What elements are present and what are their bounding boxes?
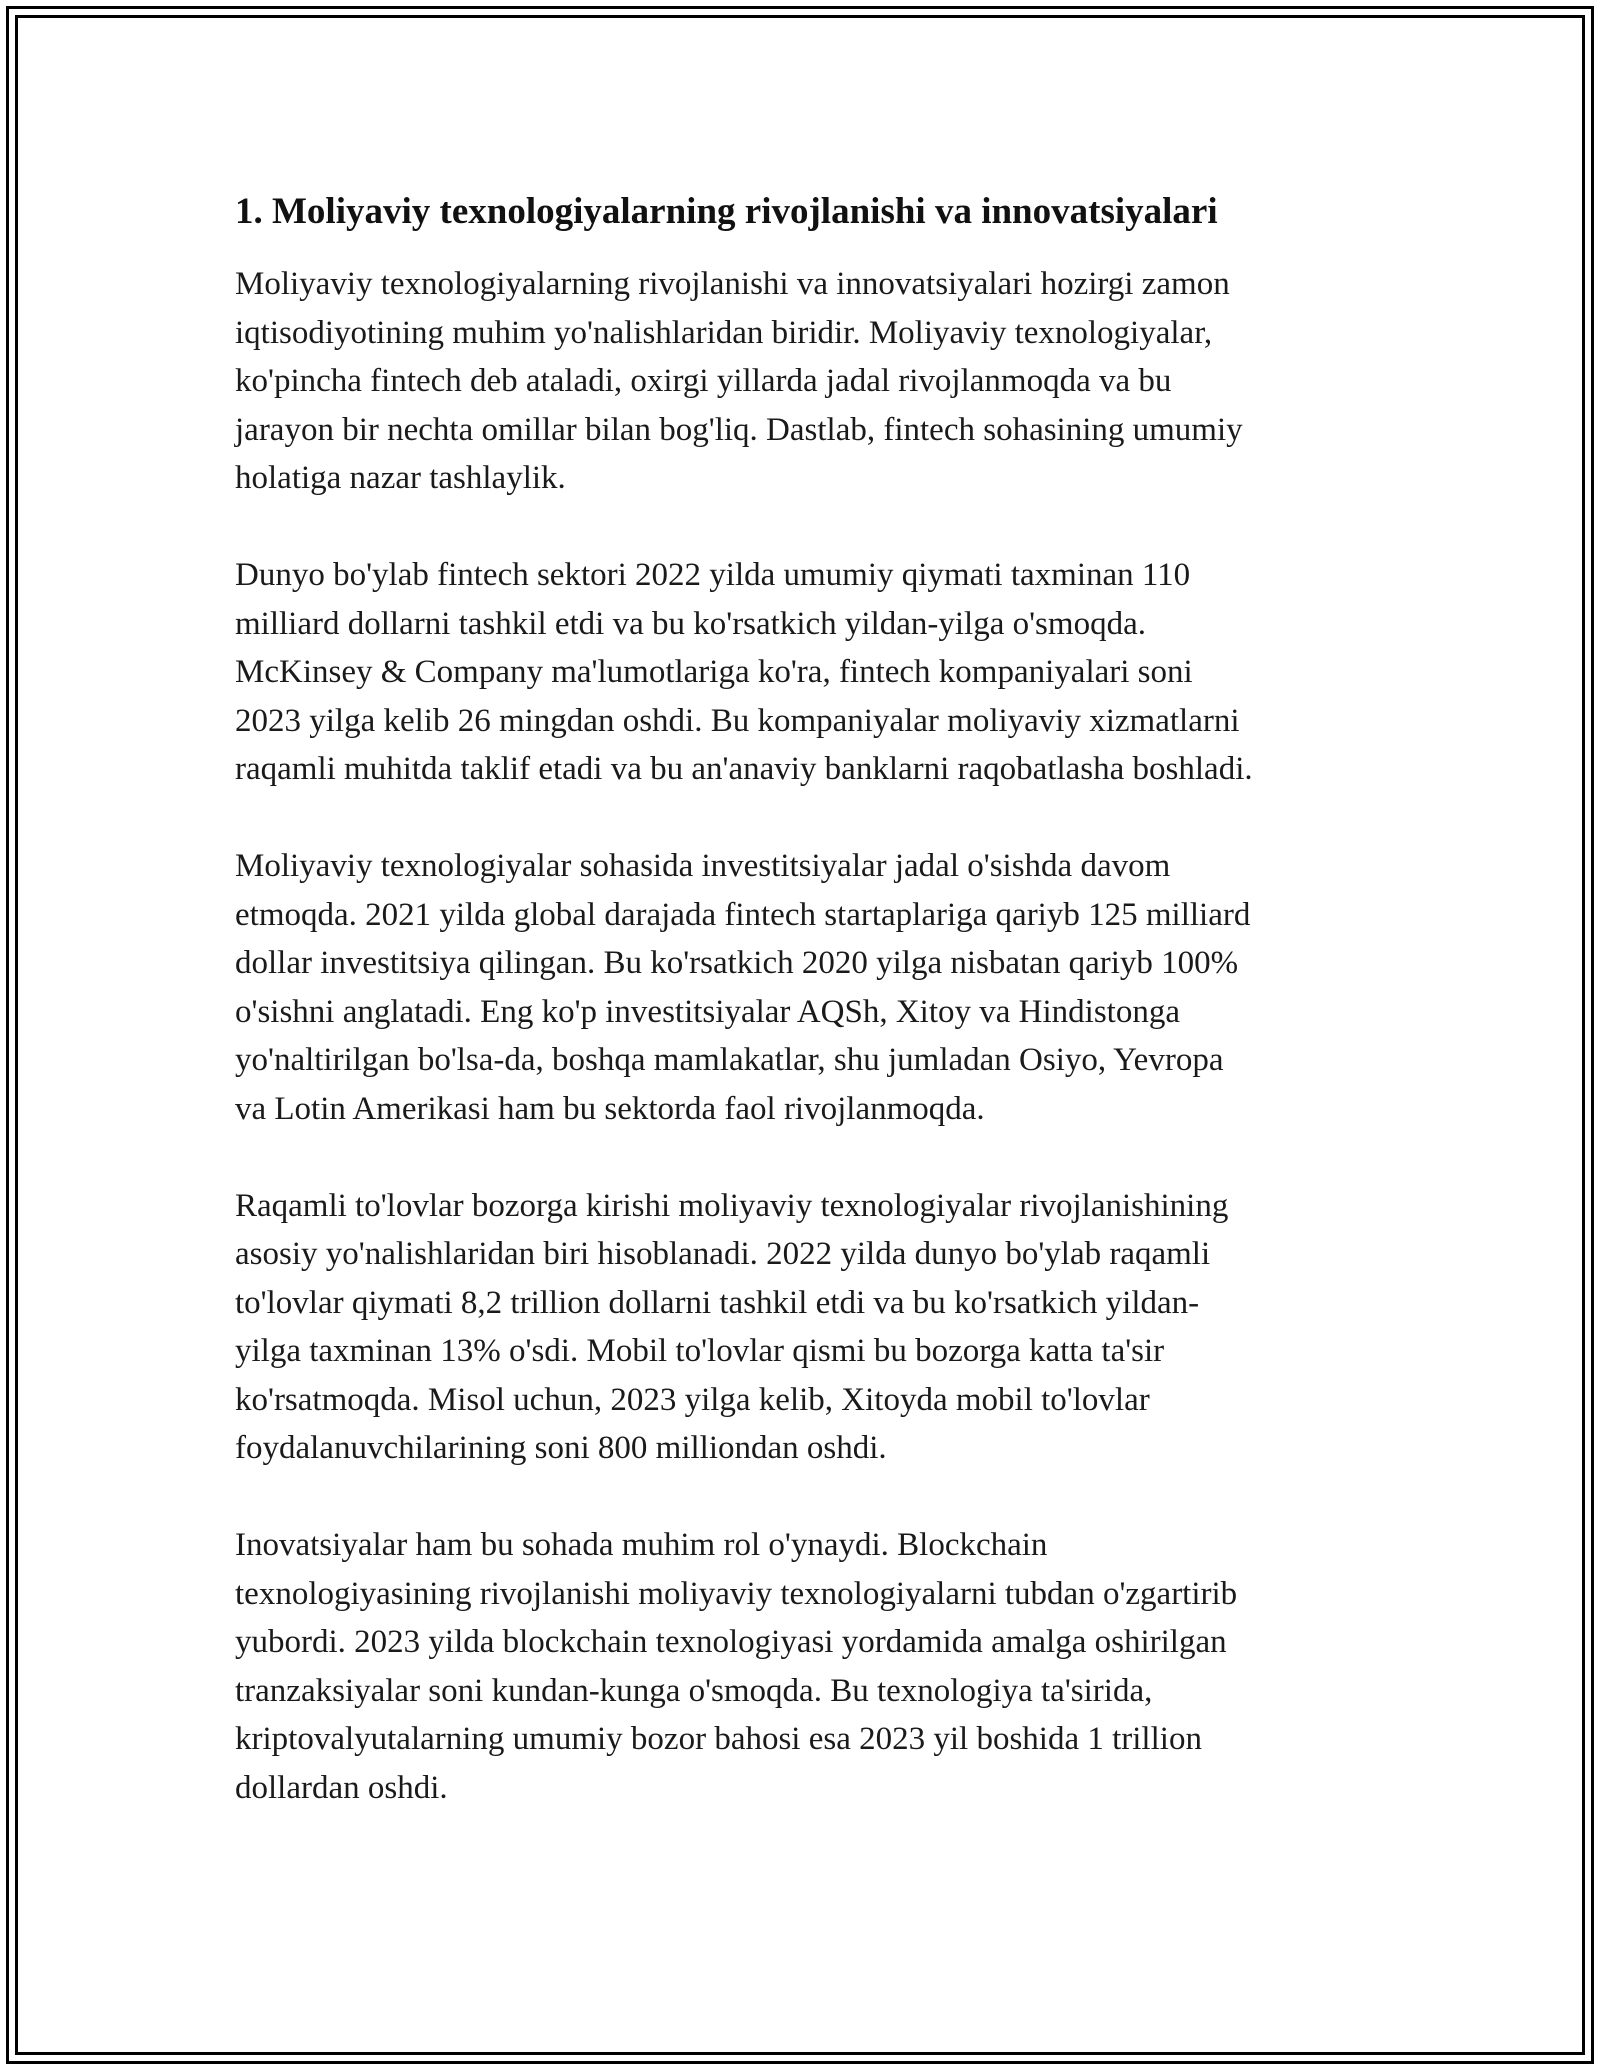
text-line: raqamli muhitda taklif etadi va bu an'anaviy banklarni raqobatlasha boshladi. [235, 751, 1253, 788]
text-line: Dunyo bo'ylab fintech sektori 2022 yilda umumiy qiymati taxminan 110 [235, 556, 1191, 593]
text-line: yilga taxminan 13% o'sdi. Mobil to'lovlar qismi bu bozorga katta ta'sir [235, 1333, 1165, 1370]
text-line: Moliyaviy texnologiyalar sohasida investitsiyalar jadal o'sishda davom [235, 847, 1171, 884]
text-line: milliard dollarni tashkil etdi va bu ko'rsatkich yildan-yilga o'smoqda. [235, 605, 1146, 642]
text-line: asosiy yo'nalishlaridan biri hisoblanadi. 2022 yilda dunyo bo'ylab raqamli [235, 1236, 1211, 1273]
text-line: Raqamli to'lovlar bozorga kirishi moliyaviy texnologiyalar rivojlanishining [235, 1187, 1229, 1224]
text-line: Moliyaviy texnologiyalarning rivojlanishi va innovatsiyalari hozirgi zamon [235, 266, 1230, 302]
paragraph-investments [235, 842, 1375, 1134]
paragraph-digital-payments [235, 1182, 1375, 1474]
text-line: tranzaksiyalar soni kundan-kunga o'smoqda. Bu texnologiya ta'sirida, [235, 1672, 1153, 1709]
text-line: to'lovlar qiymati 8,2 trillion dollarni tashkil etdi va bu ko'rsatkich yildan- [235, 1284, 1200, 1321]
section-heading: 1. Moliyaviy texnologiyalarning rivojlanishi va innovatsiyalari [235, 191, 1218, 232]
text-line: Inovatsiyalar ham bu sohada muhim rol o'ynaydi. Blockchain [235, 1527, 1048, 1564]
text-line: foydalanuvchilarining soni 800 milliondan oshdi. [235, 1430, 887, 1467]
paragraph-fintech-sector [235, 551, 1375, 794]
paragraph-intro [235, 260, 1375, 503]
text-line: dollar investitsiya qilingan. Bu ko'rsatkich 2020 yilga nisbatan qariyb 100% [235, 945, 1239, 982]
text-line: dollardan oshdi. [235, 1770, 448, 1807]
text-line: ko'rsatmoqda. Misol uchun, 2023 yilga kelib, Xitoyda mobil to'lovlar [235, 1381, 1150, 1418]
text-line: etmoqda. 2021 yilda global darajada fintech startaplariga qariyb 125 milliard [235, 896, 1251, 933]
text-line: o'sishni anglatadi. Eng ko'p investitsiyalar AQSh, Xitoy va Hindistonga [235, 993, 1180, 1030]
text-line: iqtisodiyotining muhim yo'nalishlaridan biridir. Moliyaviy texnologiyalar, [235, 314, 1213, 351]
document-body [235, 190, 1375, 1861]
text-line: texnologiyasining rivojlanishi moliyaviy texnologiyalarni tubdan o'zgartirib [235, 1575, 1238, 1612]
text-line: kriptovalyutalarning umumiy bozor bahosi esa 2023 yil boshida 1 trillion [235, 1721, 1202, 1758]
text-line: ko'pincha fintech deb ataladi, oxirgi yillarda jadal rivojlanmoqda va bu [235, 363, 1172, 400]
text-line: jarayon bir nechta omillar bilan bog'liq. Dastlab, fintech sohasining umumiy [235, 411, 1243, 448]
text-line: 2023 yilga kelib 26 mingdan oshdi. Bu kompaniyalar moliyaviy xizmatlarni [235, 702, 1240, 739]
text-line: yo'naltirilgan bo'lsa-da, boshqa mamlakatlar, shu jumladan Osiyo, Yevropa [235, 1042, 1224, 1079]
text-line: McKinsey & Company ma'lumotlariga ko'ra, fintech kompaniyalari soni [235, 654, 1193, 691]
text-line: holatiga nazar tashlaylik. [235, 460, 566, 497]
text-line: yubordi. 2023 yilda blockchain texnologiyasi yordamida amalga oshirilgan [235, 1624, 1227, 1661]
paragraph-innovations [235, 1521, 1375, 1813]
text-line: va Lotin Amerikasi ham bu sektorda faol rivojlanmoqda. [235, 1090, 985, 1127]
